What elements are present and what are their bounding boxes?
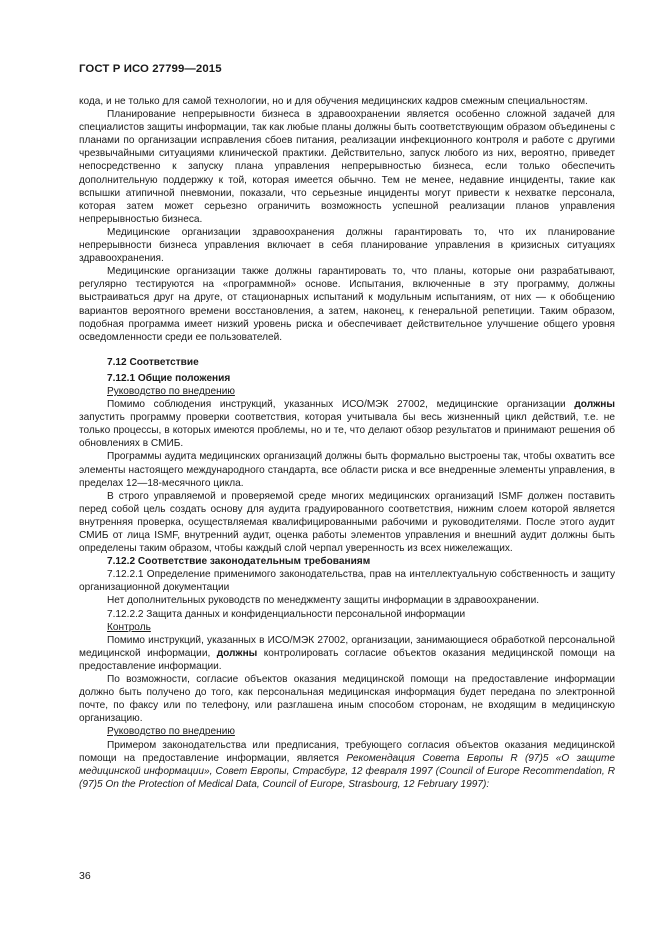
section-heading-7-12-1: 7.12.1 Общие положения xyxy=(107,372,231,384)
implementation-guide-label xyxy=(79,725,615,738)
page-number: 36 xyxy=(79,870,91,882)
text-run: Помимо соблюдения инструкций, указанных ИСО/МЭК 27002, медицинские организации xyxy=(107,399,575,411)
citation-italic: Рекомендация Совета Европы R (97)5 «О защите медицинской информации», Совет Европы, Страсбург, 12 февраля 1997 (Council of Europe Recommendation, R (97)5 On the Protection of Medical Data, Council of Europe, Strasbourg, 12 February 1997): xyxy=(79,752,615,790)
document-body xyxy=(79,95,615,791)
implementation-guide-label xyxy=(79,385,615,398)
clause-7-12-2-1: 7.12.2.1 Определение применимого законодательства, прав на интеллектуальную собственность и защиту организационной документации xyxy=(79,569,615,594)
paragraph-consent-control xyxy=(79,634,615,673)
paragraph-compliance-program xyxy=(79,398,615,450)
paragraph-testing-program: Медицинские организации также должны гарантировать то, что планы, которые они разрабатывают, регулярно тестируются на «программной» основе. Испытания, включенные в эту программу, должны выстраиваться друг на друге, от стационарных испытаний к модульным испытаниям, от них — к обобщению вариантов вероятного времени восстановления, а затем, наконец, к генеральной репетиции. Таким образом, подобная программа имеет низкий уровень риска и обеспечивает действительное улучшение общего уровня осведомленности среди ее пользователей. xyxy=(79,266,615,343)
section-heading-7-12-2: 7.12.2 Соответствие законодательным требованиям xyxy=(107,556,371,568)
section-heading-7-12: 7.12 Соответствие xyxy=(107,356,199,368)
paragraph-audit-programs: Программы аудита медицинских организаций должны быть формально выстроены так, чтобы охватить все элементы настоящего международного стандарта, все области риска и все внедренные элементы управления, в пределах 12—18-месячного цикла. xyxy=(79,451,615,489)
paragraph-consent-before-transfer: По возможности, согласие объектов оказания медицинской помощи на предоставление информации должно быть получено до того, как персональная медицинская информация будет передана по электронной почте, по факсу или по телефону, или разглашена иным способом сторонам, не входящим в медицинскую организацию. xyxy=(79,674,615,725)
text-run: контролировать согласие объектов оказания медицинской помощи на предоставление информации. xyxy=(79,647,616,672)
control-label xyxy=(79,621,615,634)
paragraph-crisis-planning: Медицинские организации здравоохранения должны гарантировать то, что их планирование непрерывности бизнеса управления включает в себя планирование управления в кризисных ситуациях здравоохранения. xyxy=(79,226,615,265)
document-header: ГОСТ Р ИСО 27799—2015 xyxy=(79,63,222,75)
control-label-text: Контроль xyxy=(107,621,151,633)
text-run: запустить программу проверки соответствия, которая учитывала бы весь жизненный цикл действий, т.е. не только процессы, в которых имеются проблемы, но и те, что делают обзор результатов и принимают решения об обновлениях в СМИБ. xyxy=(79,412,615,450)
text-run: Примером законодательства или предписания, требующего согласия объектов оказания медицинской помощи на предоставление информации, является xyxy=(79,739,615,764)
emphasis-must: должны xyxy=(574,399,615,411)
clause-7-12-2-2: 7.12.2.2 Защита данных и конфиденциальности персональной информации xyxy=(107,608,466,620)
paragraph-business-continuity: Планирование непрерывности бизнеса в здравоохранении является особенно сложной задачей для специалистов защиты информации, так как любые планы должны быть соответствующим образом объединены с планами по организации исправления сбоев питания, реализации инфекционного контроля и работе с другими чрезвычайными ситуациями клинической практики. Действительно, запуск любого из них, вероятно, приведет непосредственно к запуску плана управления непрерывностью бизнеса, если только обеспечить дополнительную поддержку к той, которая имеется обычно. Тем не менее, недавние инциденты, такие как вспышки атипичной пневмонии, показали, что серьезные инциденты могут привести к нехватке персонала, которая затем может серьезно ограничить возможность успешной реализации планов управления непрерывностью бизнеса. xyxy=(79,109,615,225)
emphasis-must: должны xyxy=(216,647,258,659)
text-run: Помимо инструкций, указанных в ИСО/МЭК 27002, организации, занимающиеся обработкой персональной медицинской информации, xyxy=(79,634,615,659)
paragraph-continuation: кода, и не только для самой технологии, но и для обучения медицинских кадров смежным специальностям. xyxy=(79,96,588,107)
paragraph-council-of-europe xyxy=(79,739,615,791)
guide-label-text: Руководство по внедрению xyxy=(107,726,235,738)
paragraph-graduated-audit: В строго управляемой и проверяемой среде многих медицинских организаций ISMF должен поставить перед собой цель создать основу для аудита градуированного соответствия, нижним слоем которой является внутренняя проверка, осуществляемая квалифицированными рабочими и руководителями. После этого аудит СМИБ от лица ISMF, внутренний аудит, оценка работы элементов управления и внешний аудит должны быть определены таким образом, чтобы каждый слой черпал уверенность из всех нижележащих. xyxy=(79,490,615,555)
guide-label-text: Руководство по внедрению xyxy=(107,385,235,397)
paragraph-no-guidance: Нет дополнительных руководств по менеджменту защиты информации в здравоохранении. xyxy=(107,595,540,607)
